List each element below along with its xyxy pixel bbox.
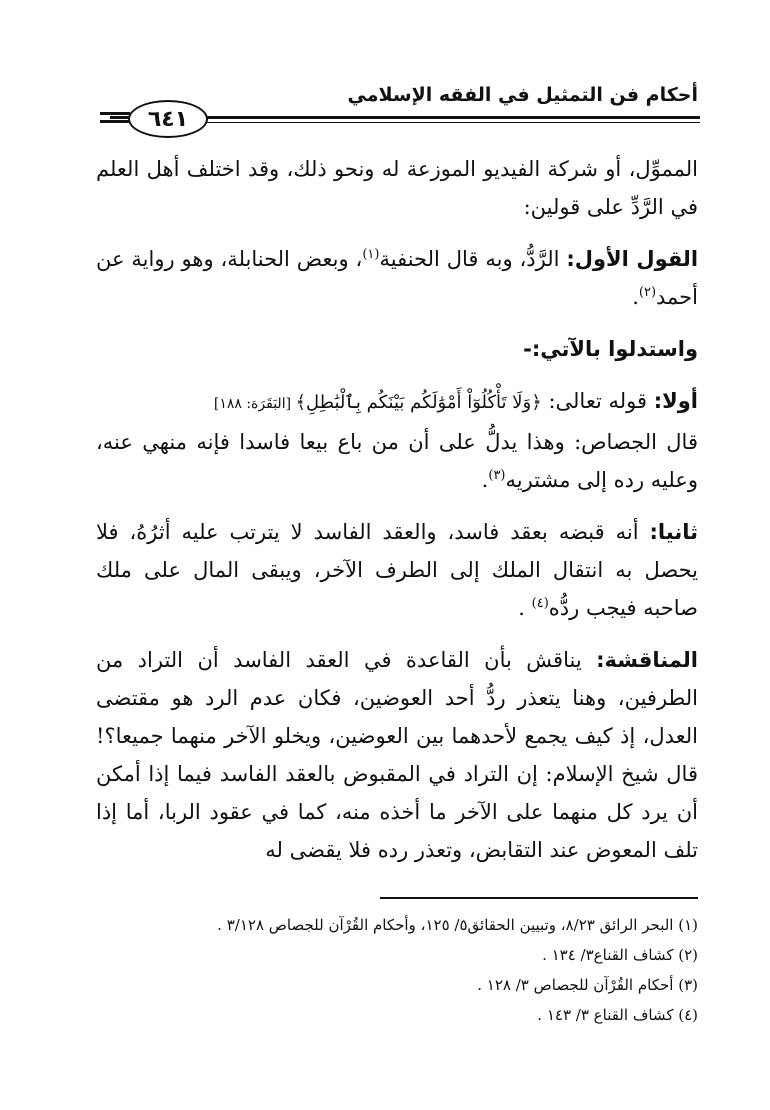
first-evidence-text: قوله تعالى:: [541, 389, 654, 413]
paragraph-1: المموِّل، أو شركة الفيديو الموزعة له ونحو ذلك، وقد اختلف أهل العلم في الرَّدِّ على قولين:: [96, 157, 698, 219]
paragraph-second-evidence: [96, 513, 698, 627]
paragraph-first-evidence: [96, 382, 698, 499]
paragraph-first-opinion: [96, 240, 698, 316]
quran-verse: ﴿وَلَا تَأْكُلُوٓاْ أَمْوَٰلَكُم بَيْنَكُم بِٱلْبَٰطِلِ﴾: [295, 392, 542, 413]
main-text: [96, 150, 698, 869]
footnote-2: (٢) كشاف القناع٣/ ١٣٤ .: [542, 946, 698, 964]
first-opinion-end: .: [632, 285, 639, 309]
second-evidence-end: .: [518, 596, 532, 620]
page-number: ٦٤١: [147, 106, 189, 132]
paragraph-discussion: [96, 641, 698, 869]
footnotes: [96, 910, 698, 1030]
footnote-ref-4[interactable]: (٤): [531, 596, 549, 611]
second-evidence-label: ثانيا:: [649, 520, 698, 544]
first-opinion-text-b: ، وبعض الحنابلة، وهو رواية عن أحمد: [96, 247, 698, 309]
jassas-quote: قال الجصاص: وهذا يدلُّ على أن من باع بيعا فاسدا فإنه منهي عنه، وعليه رده إلى مشتريه: [96, 430, 698, 492]
footnote-3: (٣) أحكام القُرْآن للجصاص ٣/ ١٢٨ .: [477, 976, 698, 994]
page-number-rule-bottom: [100, 120, 130, 123]
footnote-4: (٤) كشاف القناع ٣/ ١٤٣ .: [537, 1006, 698, 1024]
running-header-title: أحكام فن التمثيل في الفقه الإسلامي: [347, 84, 698, 106]
first-opinion-label: القول الأول:: [566, 247, 699, 271]
footnote-ref-3[interactable]: (٣): [488, 468, 506, 483]
first-evidence-end: .: [481, 468, 489, 492]
page-number-rule-top: [100, 112, 130, 115]
page-number-badge: [128, 100, 208, 138]
footnote-rule: [380, 897, 698, 899]
discussion-text: يناقش بأن القاعدة في العقد الفاسد أن التراد من الطرفين، وهنا يتعذر ردُّ أحد العوضين، فكان عدم الرد هو مقتضى العدل، إذ كيف يجمع لأحدهما بين العوضين، ويخلو الآخر منهما جميعا؟! قال شيخ الإسلام: إن التراد في المقبوض بالعقد الفاسد فيما إذا أمكن أن يرد كل منهما على الآخر ما أخذه منه، كما في عقود الربا، أما إذا تلف المعوض عند التقابض، وتعذر رده فلا يقضى له: [96, 648, 698, 862]
footnote-ref-2[interactable]: (٢): [638, 285, 657, 300]
section-heading: واستدلوا بالآتي:-: [523, 337, 698, 361]
first-opinion-text-a: الرَّدُّ، وبه قال الحنفية: [379, 247, 567, 271]
first-evidence-label: أولا:: [653, 389, 698, 413]
footnote-1: (١) البحر الرائق ٨/٢٣، وتبيين الحقائق٥/ ١٢٥، وأحكام القُرْآن للجصاص ٣/١٢٨ .: [217, 916, 698, 934]
footnote-ref-1[interactable]: (١): [362, 247, 380, 262]
discussion-label: المناقشة:: [596, 648, 698, 672]
second-evidence-text: أنه قبضه بعقد فاسد، والعقد الفاسد لا يترتب عليه أثرُهُ، فلا يحصل به انتقال الملك إلى الطرف الآخر، ويبقى المال على ملك صاحبه فيجب ردُّه: [96, 520, 698, 620]
verse-reference: [البَقَرَة: ١٨٨]: [213, 396, 296, 412]
